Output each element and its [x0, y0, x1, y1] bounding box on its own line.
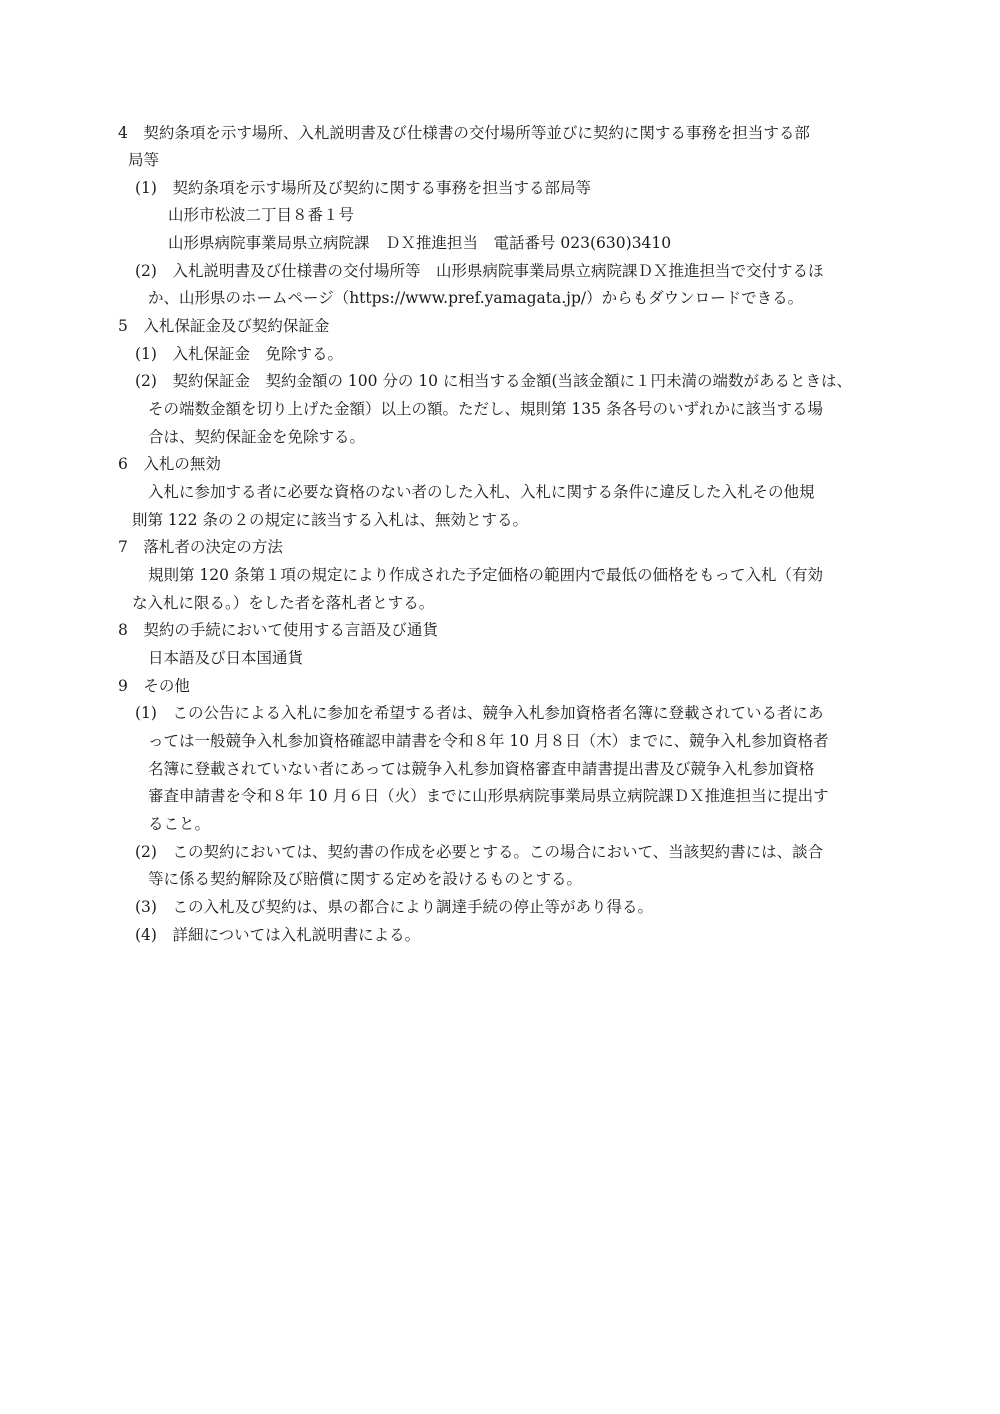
item-4-1: (1) 契約条項を示す場所及び契約に関する事務を担当する部局等	[135, 179, 591, 197]
item-9-3: (3) この入札及び契約は、県の都合により調達手続の停止等があり得る。	[135, 898, 653, 916]
item-5-1: (1) 入札保証金 免除する。	[135, 345, 343, 363]
item-9-1-cont1: っては一般競争入札参加資格確認申請書を令和８年 10 月８日（木）までに、競争入札参加資格者	[148, 732, 829, 750]
section-6-body: 入札に参加する者に必要な資格のない者のした入札、入札に関する条件に違反した入札その他規	[148, 483, 815, 501]
section-7-heading: 7 落札者の決定の方法	[118, 538, 283, 556]
section-9-heading: 9 その他	[118, 677, 190, 695]
item-5-2-cont2: 合は、契約保証金を免除する。	[148, 428, 366, 446]
item-9-2: (2) この契約においては、契約書の作成を必要とする。この場合において、当該契約書には、談合	[135, 843, 824, 861]
item-4-1-office: 山形県病院事業局県立病院課 ＤＸ推進担当 電話番号 023(630)3410	[168, 234, 672, 252]
item-9-1-cont2: 名簿に登載されていない者にあっては競争入札参加資格審査申請書提出書及び競争入札参加資格	[148, 760, 815, 778]
section-6-body-cont: 則第 122 条の２の規定に該当する入札は、無効とする。	[132, 511, 528, 529]
section-7-body: 規則第 120 条第１項の規定により作成された予定価格の範囲内で最低の価格をもって入札（有効	[148, 566, 823, 584]
item-9-1: (1) この公告による入札に参加を希望する者は、競争入札参加資格者名簿に登載されている者にあ	[135, 704, 824, 722]
section-4-heading-cont: 局等	[128, 151, 160, 169]
item-4-1-address: 山形市松波二丁目８番１号	[168, 206, 355, 224]
item-9-1-cont4: ること。	[148, 815, 211, 833]
item-4-2: (2) 入札説明書及び仕様書の交付場所等 山形県病院事業局県立病院課ＤＸ推進担当で交付するほ	[135, 262, 824, 280]
item-9-4: (4) 詳細については入札説明書による。	[135, 926, 421, 944]
item-5-2-cont1: その端数金額を切り上げた金額）以上の額。ただし、規則第 135 条各号のいずれかに該当する場	[148, 400, 823, 418]
section-8-body: 日本語及び日本国通貨	[148, 649, 304, 667]
item-5-2: (2) 契約保証金 契約金額の 100 分の 10 に相当する金額(当該金額に１円未満の端数があるときは、	[135, 372, 853, 390]
section-7-body-cont: な入札に限る。）をした者を落札者とする。	[132, 594, 435, 612]
item-9-1-cont3: 審査申請書を令和８年 10 月６日（火）までに山形県病院事業局県立病院課ＤＸ推進担当に提出す	[148, 787, 829, 805]
item-9-2-cont: 等に係る契約解除及び賠償に関する定めを設けるものとする。	[148, 870, 583, 888]
item-4-2-cont: か、山形県のホームページ（https://www.pref.yamagata.jp/）からもダウンロードできる。	[148, 289, 804, 307]
section-4-heading: 4 契約条項を示す場所、入札説明書及び仕様書の交付場所等並びに契約に関する事務を担当する部	[118, 124, 810, 142]
section-5-heading: 5 入札保証金及び契約保証金	[118, 317, 330, 335]
section-8-heading: 8 契約の手続において使用する言語及び通貨	[118, 621, 438, 639]
section-6-heading: 6 入札の無効	[118, 455, 221, 473]
